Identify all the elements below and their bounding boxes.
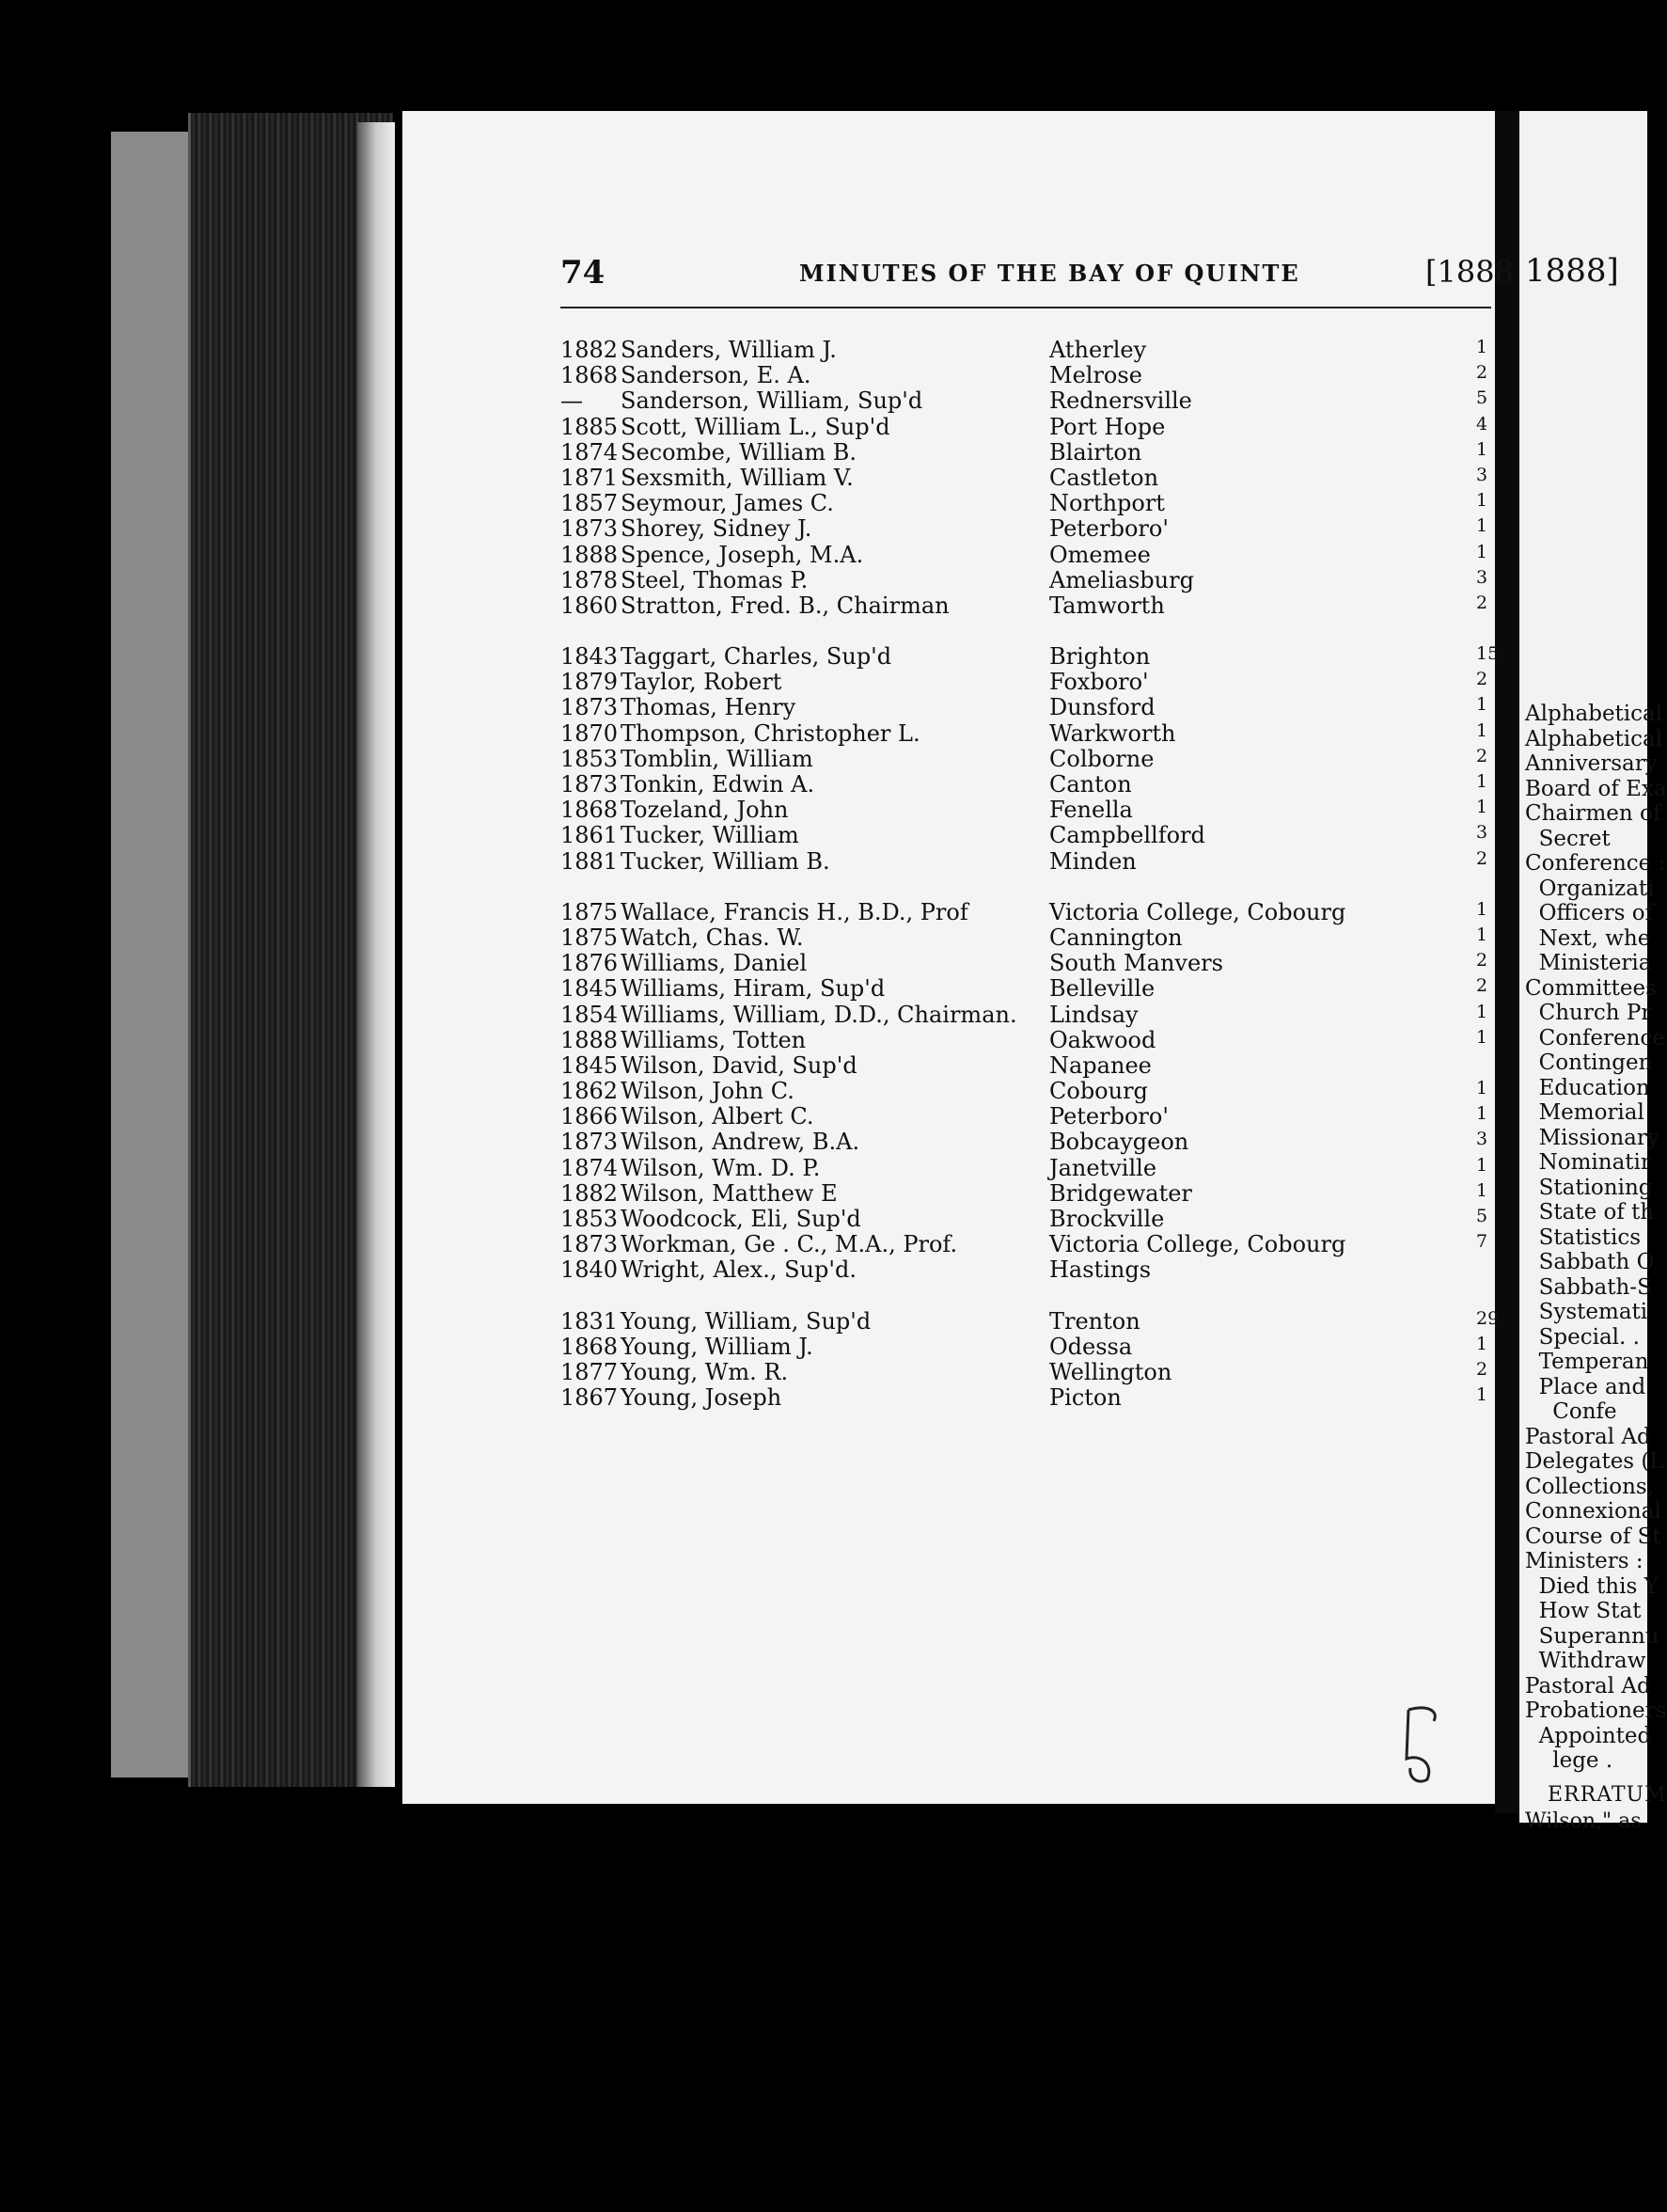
list-item [560, 414, 1491, 439]
entry-name: Sexsmith, William V. [621, 464, 854, 491]
entry-station: South Manvers [1049, 950, 1223, 977]
index-line: How Stat [1525, 1599, 1642, 1623]
entry-year: 1868 [560, 362, 619, 389]
entry-station: Rednersville [1049, 387, 1192, 415]
entry-years-count: 1 [1476, 771, 1488, 792]
index-line: Ministers : [1525, 1549, 1643, 1573]
list-item [560, 567, 1491, 592]
list-item [560, 465, 1491, 490]
entry-name: Young, William, Sup'd [621, 1307, 872, 1335]
list-item [560, 1334, 1491, 1359]
entry-year: 1845 [560, 975, 619, 1003]
entry-years-count: 1 [1476, 797, 1488, 818]
entry-station: Oakwood [1049, 1026, 1156, 1053]
list-item [560, 720, 1491, 746]
entry-years-count: 3 [1476, 566, 1488, 588]
entry-name: Tucker, William [621, 822, 799, 849]
entry-years-count: 2 [1476, 1358, 1488, 1380]
entry-station: Napanee [1049, 1051, 1152, 1079]
entry-year: 1874 [560, 1154, 619, 1181]
index-line: Appointed [1525, 1723, 1652, 1748]
entry-name: Tomblin, William [621, 745, 813, 772]
entry-year: 1871 [560, 464, 619, 491]
section-gap [560, 1283, 1491, 1308]
index-line: Contingen [1525, 1051, 1653, 1075]
list-item [560, 1002, 1491, 1027]
entry-years-count: 1 [1476, 438, 1488, 460]
index-line: Organizati [1525, 876, 1655, 901]
entry-station: Warkworth [1049, 719, 1176, 747]
entry-years-count: 2 [1476, 362, 1488, 384]
entry-station: Fenella [1049, 797, 1133, 824]
index-line: Probationers [1525, 1698, 1667, 1723]
entry-years-count: 1 [1476, 924, 1488, 945]
entry-name: Workman, Ge . C., M.A., Prof. [621, 1231, 958, 1258]
entry-years-count: 1 [1476, 1179, 1488, 1201]
list-item [560, 1155, 1491, 1180]
entry-years-count: 3 [1476, 464, 1488, 485]
entry-year: 1870 [560, 719, 619, 747]
entry-years-count: 1 [1476, 515, 1488, 537]
index-line: Superannu [1525, 1623, 1659, 1649]
entry-station: Janetville [1049, 1154, 1157, 1181]
list-item [560, 1129, 1491, 1154]
index-line: Chairmen of [1525, 801, 1661, 826]
entry-year: 1862 [560, 1078, 619, 1105]
index-line: Education [1525, 1075, 1650, 1100]
list-item [560, 542, 1491, 567]
list-item [560, 848, 1491, 874]
entry-year: 1888 [560, 1026, 619, 1053]
index-line: Ministeria [1525, 951, 1652, 975]
entry-year: 1861 [560, 822, 619, 849]
index-line: Alphabetical [1525, 726, 1663, 751]
entry-name: Taggart, Charles, Sup'd [621, 643, 892, 671]
running-title: MINUTES OF THE BAY OF QUINTE [799, 260, 1300, 287]
right-page-heading: 1888] [1525, 252, 1619, 290]
index-line: Confe [1525, 1399, 1617, 1424]
index-line: Collections, [1525, 1474, 1655, 1499]
list-item [560, 1256, 1491, 1282]
entry-year: 1881 [560, 847, 619, 875]
entry-name: Young, Wm. R. [621, 1358, 789, 1385]
index-line: Systemati [1525, 1300, 1648, 1324]
entry-name: Thomas, Henry [621, 694, 796, 721]
entry-years-count: 1 [1476, 719, 1488, 741]
index-line: Place and [1525, 1374, 1646, 1399]
index-line: Committees [1525, 975, 1657, 1001]
entry-station: Victoria College, Cobourg [1049, 898, 1346, 925]
list-item [560, 387, 1491, 413]
entry-years-count: 1 [1476, 490, 1488, 512]
entry-years-count: 1 [1476, 1026, 1488, 1048]
entry-name: Young, William J. [621, 1333, 813, 1360]
entry-name: Sanders, William J. [621, 337, 837, 363]
entry-year: 1873 [560, 771, 619, 798]
entry-name: Wilson, David, Sup'd [621, 1051, 857, 1079]
entry-station: Belleville [1049, 975, 1156, 1003]
index-line: Conference : [1525, 851, 1666, 876]
index-line: Statistics [1525, 1224, 1642, 1250]
index-line: Next, whe [1525, 925, 1651, 951]
entry-year: 1873 [560, 515, 619, 543]
entry-year: 1882 [560, 1179, 619, 1207]
index-line: Missionary [1525, 1125, 1659, 1150]
entry-years-count: 1 [1476, 1384, 1488, 1406]
index-line: Anniversary [1525, 751, 1658, 776]
index-line: Connexional [1525, 1499, 1661, 1524]
list-item [560, 950, 1491, 975]
entry-station: Minden [1049, 847, 1137, 875]
entry-year: 1831 [560, 1307, 619, 1335]
section-gap [560, 874, 1491, 899]
index-line: Sabbath O [1525, 1250, 1655, 1274]
entry-year: 1866 [560, 1103, 619, 1130]
list-item [560, 1384, 1491, 1410]
entry-name: Stratton, Fred. B., Chairman [621, 592, 950, 619]
entry-year: 1873 [560, 1231, 619, 1258]
entry-name: Williams, Hiram, Sup'd [621, 975, 886, 1003]
entry-station: Campbellford [1049, 822, 1205, 849]
entry-station: Colborne [1049, 745, 1155, 772]
entry-station: Castleton [1049, 464, 1159, 491]
entry-year: 1885 [560, 413, 619, 440]
header-rule [560, 307, 1491, 308]
erratum-label: ERRATUM [1548, 1783, 1667, 1807]
entry-years-count: 1 [1476, 1154, 1488, 1176]
entry-station: Brockville [1049, 1206, 1165, 1232]
index-line: Course of St [1525, 1524, 1661, 1549]
entry-station: Canton [1049, 771, 1132, 798]
entry-station: Melrose [1049, 362, 1142, 389]
entry-year: 1877 [560, 1358, 619, 1385]
list-item [560, 1359, 1491, 1384]
list-item [560, 490, 1491, 515]
entry-station: Blairton [1049, 438, 1142, 466]
index-line: Stationing [1525, 1175, 1653, 1200]
list-item [560, 1307, 1500, 1335]
entry-years-count: 1 [1476, 1103, 1488, 1125]
entry-station: Bobcaygeon [1049, 1129, 1189, 1156]
list-item [560, 822, 1491, 847]
entry-station: Atherley [1049, 337, 1147, 363]
pencil-mark [1401, 1702, 1448, 1787]
entry-name: Shorey, Sidney J. [621, 515, 812, 543]
entry-years-count: 3 [1476, 1129, 1488, 1150]
index-line: Special. . [1525, 1324, 1640, 1350]
entry-name: Williams, William, D.D., Chairman. [621, 1001, 1017, 1028]
index-line: Memorial [1525, 1100, 1644, 1125]
page-header [560, 254, 1514, 301]
entry-name: Wilson, Wm. D. P. [621, 1154, 821, 1181]
entry-name: Spence, Joseph, M.A. [621, 541, 864, 568]
entry-station: Trenton [1049, 1307, 1140, 1335]
index-line: Board of Exa [1525, 776, 1667, 801]
entry-name: Williams, Daniel [621, 950, 808, 977]
entry-years-count: 3 [1476, 822, 1488, 844]
index-line: Sabbath-S [1525, 1274, 1652, 1300]
list-item [560, 771, 1491, 797]
entry-name: Wallace, Francis H., B.D., Prof [621, 898, 968, 925]
entry-station: Tamworth [1049, 592, 1165, 619]
entry-year: 1857 [560, 490, 619, 517]
list-item [560, 1052, 1491, 1078]
index-line: State of th [1525, 1200, 1655, 1224]
entry-station: Omemee [1049, 541, 1151, 568]
section-gap [560, 618, 1491, 643]
entry-name: Young, Joseph [621, 1384, 782, 1412]
entry-name: Steel, Thomas P. [621, 566, 809, 593]
list-item [560, 1078, 1491, 1103]
entry-name: Tonkin, Edwin A. [621, 771, 815, 798]
entry-year: 1843 [560, 643, 619, 671]
entry-years-count: 4 [1476, 413, 1488, 434]
entry-station: Odessa [1049, 1333, 1133, 1360]
entry-name: Seymour, James C. [621, 490, 834, 517]
entry-year: 1873 [560, 694, 619, 721]
entry-year: 1854 [560, 1001, 619, 1028]
entry-year: 1875 [560, 924, 619, 951]
entry-name: Wilson, Andrew, B.A. [621, 1129, 860, 1156]
entry-years-count: 1 [1476, 1078, 1488, 1099]
list-item [560, 515, 1491, 541]
right-page [1519, 111, 1667, 1833]
entry-station: Cannington [1049, 924, 1183, 951]
list-item [560, 643, 1500, 671]
entry-station: Victoria College, Cobourg [1049, 1231, 1346, 1258]
entry-station: Port Hope [1049, 413, 1166, 440]
entry-station: Northport [1049, 490, 1165, 517]
list-item [560, 439, 1491, 465]
entry-years-count: 1 [1476, 1001, 1488, 1022]
entry-years-count: 2 [1476, 847, 1488, 869]
entry-year: 1879 [560, 669, 619, 696]
entry-year: 1875 [560, 898, 619, 925]
list-item [560, 669, 1491, 694]
entry-station: Ameliasburg [1049, 566, 1194, 593]
entry-name: Thompson, Christopher L. [621, 719, 920, 747]
list-item [560, 899, 1491, 924]
entry-year: 1840 [560, 1256, 619, 1284]
list-item [560, 1180, 1491, 1206]
entry-years-count: 15 [1476, 643, 1500, 665]
entry-year: 1868 [560, 797, 619, 824]
entry-name: Wilson, John C. [621, 1078, 794, 1105]
entry-name: Taylor, Robert [621, 669, 782, 696]
index-line: Nominatir [1525, 1150, 1651, 1175]
entry-year: 1867 [560, 1384, 619, 1412]
entry-station: Picton [1049, 1384, 1122, 1412]
entry-name: Secombe, William B. [621, 438, 857, 466]
list-item [560, 362, 1491, 387]
index-line: Church Pr [1525, 1001, 1652, 1025]
entry-years-count: 2 [1476, 669, 1488, 690]
erratum-text: Wilson," as [1525, 1809, 1642, 1833]
list-item [560, 694, 1491, 719]
entry-station: Wellington [1049, 1358, 1172, 1385]
index-line: Conference [1525, 1025, 1665, 1051]
list-item [560, 592, 1491, 618]
entry-name: Tozeland, John [621, 797, 789, 824]
entry-years-count: 7 [1476, 1231, 1488, 1253]
entry-years-count: 1 [1476, 337, 1488, 357]
entry-years-count: 29 [1476, 1307, 1500, 1329]
index-line: Pastoral Ad [1525, 1424, 1651, 1449]
entry-name: Wright, Alex., Sup'd. [621, 1256, 857, 1284]
entry-years-count: 2 [1476, 592, 1488, 613]
entry-years-count: 5 [1476, 387, 1488, 409]
index-line: Delegates (L [1525, 1449, 1664, 1474]
entry-station: Foxboro' [1049, 669, 1149, 696]
entry-year: 1873 [560, 1129, 619, 1156]
list-item [560, 975, 1491, 1001]
index-line: Died this Y [1525, 1573, 1659, 1599]
entry-years-count: 2 [1476, 745, 1488, 766]
entry-station: Lindsay [1049, 1001, 1139, 1028]
page-edge-highlight [357, 122, 395, 1787]
entry-years-count: 5 [1476, 1206, 1488, 1226]
entry-year: 1868 [560, 1333, 619, 1360]
book-gutter [1495, 111, 1519, 1813]
list-item [560, 797, 1491, 822]
index-line: Officers of [1525, 901, 1654, 925]
entry-year: 1888 [560, 541, 619, 568]
list-item [560, 1027, 1491, 1052]
entry-name: Sanderson, William, Sup'd [621, 387, 923, 415]
entry-year: — [560, 387, 583, 415]
entry-years-count: 2 [1476, 950, 1488, 972]
entry-years-count: 1 [1476, 1333, 1488, 1354]
entry-years-count: 2 [1476, 975, 1488, 997]
entry-year: 1876 [560, 950, 619, 977]
entry-year: 1853 [560, 745, 619, 772]
right-page-index [1525, 702, 1667, 1774]
year-bracket: [1888 [1425, 254, 1514, 290]
entry-station: Bridgewater [1049, 1179, 1192, 1207]
entry-year: 1882 [560, 337, 619, 363]
list-item [560, 924, 1491, 950]
list-item [560, 746, 1491, 771]
entry-name: Woodcock, Eli, Sup'd [621, 1206, 861, 1232]
list-item [560, 337, 1491, 362]
entry-year: 1874 [560, 438, 619, 466]
entry-name: Wilson, Matthew E [621, 1179, 838, 1207]
index-line: Withdraw [1525, 1649, 1646, 1673]
entry-name: Tucker, William B. [621, 847, 830, 875]
index-line: Pastoral Ad [1525, 1673, 1651, 1698]
index-line: lege . [1525, 1748, 1613, 1773]
entry-station: Brighton [1049, 643, 1151, 671]
entry-station: Dunsford [1049, 694, 1156, 721]
entry-station: Peterboro' [1049, 515, 1169, 543]
entry-year: 1845 [560, 1051, 619, 1079]
entry-name: Sanderson, E. A. [621, 362, 811, 389]
page-number: 74 [560, 254, 605, 292]
entry-years-count: 1 [1476, 694, 1488, 716]
list-item [560, 1103, 1491, 1129]
entry-station: Hastings [1049, 1256, 1152, 1284]
list-item [560, 1206, 1491, 1231]
index-line: Alphabetical [1525, 702, 1663, 726]
entry-name: Williams, Totten [621, 1026, 807, 1053]
entry-station: Cobourg [1049, 1078, 1148, 1105]
entry-years-count: 1 [1476, 898, 1488, 920]
list-item [560, 1231, 1491, 1256]
entry-years-count: 1 [1476, 541, 1488, 562]
ministers-list [560, 337, 1500, 1412]
entry-station: Peterboro' [1049, 1103, 1169, 1130]
index-line: Secret [1525, 826, 1611, 851]
entry-year: 1878 [560, 566, 619, 593]
entry-year: 1853 [560, 1206, 619, 1232]
index-line: Temperan [1525, 1350, 1649, 1374]
entry-year: 1860 [560, 592, 619, 619]
entry-name: Wilson, Albert C. [621, 1103, 814, 1130]
entry-name: Scott, William L., Sup'd [621, 413, 890, 440]
entry-name: Watch, Chas. W. [621, 924, 804, 951]
